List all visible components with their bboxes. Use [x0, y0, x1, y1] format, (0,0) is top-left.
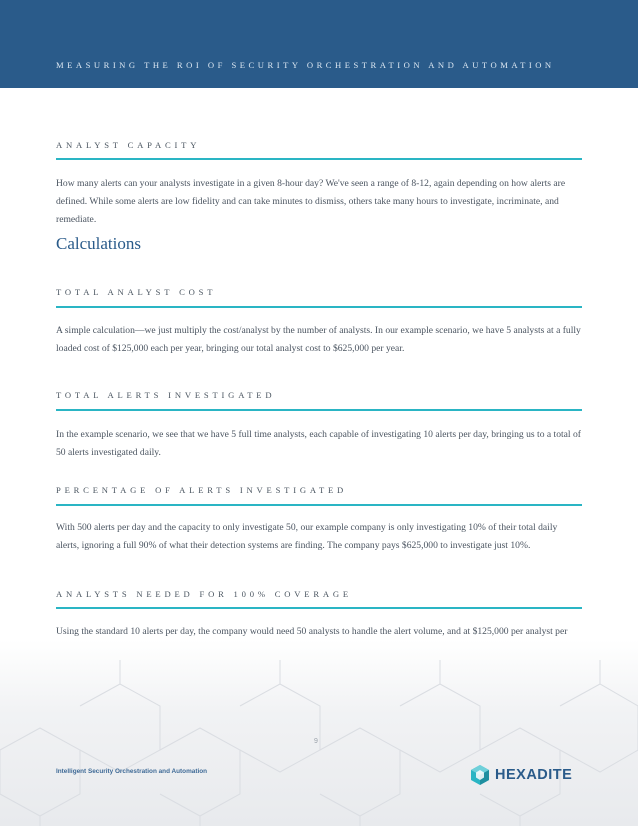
footer-tagline: Intelligent Security Orchestration and Automation — [56, 768, 208, 775]
page-number: 9 — [314, 738, 318, 745]
section-divider — [56, 607, 582, 609]
hexadite-logo-icon — [470, 764, 490, 786]
hex-pattern-background — [0, 640, 638, 826]
paragraph-percentage-alerts: With 500 alerts per day and the capacity to only investigate 50, our example company is only investigating 10% of their total daily alerts, ignoring a full 90% of what their detection systems are finding. The company pays $625,000 to investigate just 10%. — [56, 522, 558, 551]
calculations-title: Calculations — [56, 234, 141, 253]
section-heading-percentage-alerts: PERCENTAGE OF ALERTS INVESTIGATED — [56, 485, 348, 495]
section-divider — [56, 504, 582, 506]
section-heading-total-alerts-investigated: TOTAL ALERTS INVESTIGATED — [56, 390, 276, 400]
section-divider — [56, 306, 582, 308]
paragraph-analysts-needed: Using the standard 10 alerts per day, the company would need 50 analysts to handle the alert volume, and at $125,000 per analyst per — [56, 626, 568, 637]
brand-name: HEXADITE — [495, 767, 573, 783]
section-heading-analyst-capacity: ANALYST CAPACITY — [56, 140, 201, 150]
hexadite-logo — [470, 764, 572, 786]
paragraph-analyst-capacity: How many alerts can your analysts investigate in a given 8-hour day? We've seen a range of 8-12, again depending on how alerts are defined. While some alerts are low fidelity and can take minutes to dismiss, others take many hours to investigate, incriminate, and remediate. — [56, 178, 566, 225]
section-divider — [56, 409, 582, 411]
paragraph-total-analyst-cost: A simple calculation—we just multiply the cost/analyst by the number of analysts. In our example scenario, we have 5 analysts at a fully loaded cost of $125,000 each per year, bringing our total analyst cost to $625,000 per year. — [56, 325, 581, 354]
header-band — [0, 0, 638, 88]
paragraph-total-alerts-investigated: In the example scenario, we see that we have 5 full time analysts, each capable of investigating 10 alerts per day, bringing us to a total of 50 alerts investigated daily. — [56, 429, 581, 458]
document-header-title: MEASURING THE ROI OF SECURITY ORCHESTRATION AND AUTOMATION — [56, 60, 555, 70]
section-heading-total-analyst-cost: TOTAL ANALYST COST — [56, 287, 217, 297]
section-divider — [56, 158, 582, 160]
section-heading-analysts-needed: ANALYSTS NEEDED FOR 100% COVERAGE — [56, 589, 352, 599]
